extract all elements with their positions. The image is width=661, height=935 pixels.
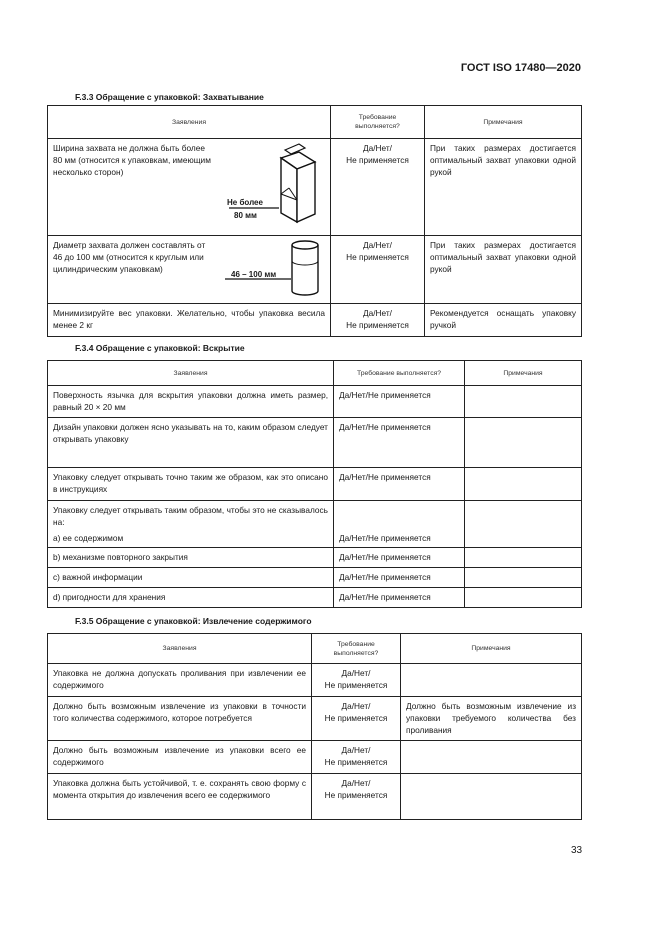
- requirement-cell: [331, 139, 425, 236]
- section-title-f34: F.3.4 Обращение с упаковкой: Вскрытие: [75, 343, 245, 353]
- req-line-2: Не применяется: [324, 680, 388, 690]
- note-cell: [465, 386, 582, 418]
- carton-box-figure: [225, 142, 325, 230]
- table-row: [48, 664, 582, 697]
- requirement-cell: Да/Нет/Не применяется: [334, 468, 465, 501]
- table-header: [48, 634, 582, 664]
- col-requirement-header: [331, 106, 425, 139]
- statement-cell: с) важной информации: [48, 568, 334, 588]
- req-line-1: Да/Нет/: [363, 240, 392, 250]
- col-req-line-2: выполняется?: [355, 123, 400, 130]
- req-line-2: Не применяется: [346, 155, 409, 165]
- note-cell: [401, 774, 582, 820]
- statement-text: Диаметр захвата должен составлять от 46 до 100 мм (относится к круглым или цилиндрическим упаковкам): [53, 240, 206, 274]
- statement-cell: Должно быть возможным извлечение из упаковки всего ее содержимого: [48, 741, 312, 774]
- table-row: [48, 697, 582, 741]
- req-line-2: Не применяется: [324, 713, 388, 723]
- table-header: [48, 106, 582, 139]
- note-cell: [465, 501, 582, 548]
- table-row: [48, 501, 582, 548]
- table-row: [48, 386, 582, 418]
- req-line-1: Да/Нет/: [341, 745, 371, 755]
- col-req-line-1: Требование: [358, 114, 397, 121]
- table-row: [48, 568, 582, 588]
- table-header: [48, 361, 582, 386]
- statement-cell: Минимизируйте вес упаковки. Желательно, чтобы упаковка весила менее 2 кг: [48, 304, 331, 337]
- statement-cell: b) механизме повторного закрытия: [48, 548, 334, 568]
- section-title-f35: F.3.5 Обращение с упаковкой: Извлечение содержимого: [75, 616, 312, 626]
- note-cell: При таких размерах достигается оптимальный захват упаковки одной рукой: [425, 236, 582, 304]
- note-cell: [465, 588, 582, 608]
- table-f33: [47, 105, 582, 337]
- statement-cell: Упаковка должна быть устойчивой, т. е. сохранять свою форму с момента открытия до извлечения всего ее содержимого: [48, 774, 312, 820]
- statement-cell: [48, 139, 331, 236]
- note-cell: [401, 741, 582, 774]
- col-req-line-2: выполняется?: [333, 649, 379, 657]
- width-label-line-1: Не более: [227, 198, 263, 207]
- document-id: ГОСТ ISO 17480—2020: [460, 62, 581, 74]
- req-line-1: Да/Нет/: [363, 308, 392, 318]
- statement-cell: [48, 236, 331, 304]
- col-requirement-header: Требование выполняется?: [334, 361, 465, 386]
- table-row: [48, 741, 582, 774]
- note-cell: [465, 548, 582, 568]
- table-row: [48, 418, 582, 468]
- req-line-1: Да/Нет/: [341, 778, 371, 788]
- requirement-cell: Да/Нет/Не применяется: [334, 386, 465, 418]
- req-line-1: Да/Нет/: [341, 701, 371, 711]
- table-row: [48, 774, 582, 820]
- note-cell: Рекомендуется оснащать упаковку ручкой: [425, 304, 582, 337]
- statement-cell: Дизайн упаковки должен ясно указывать на то, каким образом следует открывать упаковку: [48, 418, 334, 468]
- requirement-cell: [331, 236, 425, 304]
- requirement-cell: Да/Нет/Не применяется: [334, 588, 465, 608]
- width-label-line-2: 80 мм: [234, 211, 257, 220]
- requirement-cell: [312, 697, 401, 741]
- requirement-cell: Да/Нет/Не применяется: [334, 501, 465, 548]
- cylinder-figure: [225, 239, 325, 299]
- requirement-cell: [312, 741, 401, 774]
- note-cell: [465, 418, 582, 468]
- statement-item: а) ее содержимом: [53, 533, 124, 543]
- table-row: [48, 304, 582, 337]
- col-requirement-header: [312, 634, 401, 664]
- requirement-cell: Да/Нет/Не применяется: [334, 548, 465, 568]
- req-line-1: Да/Нет/: [363, 143, 392, 153]
- col-req-line-1: Требование: [337, 640, 375, 648]
- table-row: [48, 588, 582, 608]
- req-line-1: Да/Нет/: [341, 668, 371, 678]
- statement-cell: d) пригодности для хранения: [48, 588, 334, 608]
- table-row: [48, 468, 582, 501]
- statement-text: Ширина захвата не должна быть более 80 мм (относится к упаковкам, имеющим несколько сторон): [53, 143, 211, 177]
- req-line-2: Не применяется: [346, 252, 409, 262]
- col-notes-header: Примечания: [425, 106, 582, 139]
- statement-intro: Упаковку следует открывать таким образом, чтобы это не сказывалось на:: [53, 505, 328, 527]
- note-cell: При таких размерах достигается оптимальный захват упаковки одной рукой: [425, 139, 582, 236]
- table-f35: [47, 633, 582, 820]
- col-statements-header: Заявления: [48, 634, 312, 664]
- req-line-2: Не применяется: [324, 757, 388, 767]
- col-notes-header: Примечания: [401, 634, 582, 664]
- statement-cell: Упаковку следует открывать точно таким же образом, как это описано в инструкциях: [48, 468, 334, 501]
- requirement-cell: Да/Нет/Не применяется: [334, 418, 465, 468]
- table-row: [48, 139, 582, 236]
- statement-cell: [48, 501, 334, 548]
- note-cell: [465, 568, 582, 588]
- statement-cell: Поверхность язычка для вскрытия упаковки должна иметь размер, равный 20 × 20 мм: [48, 386, 334, 418]
- diameter-label: 46 – 100 мм: [231, 270, 277, 279]
- page-number: 33: [571, 845, 583, 856]
- table-f34: [47, 360, 582, 608]
- col-statements-header: Заявления: [48, 361, 334, 386]
- requirement-cell: [312, 664, 401, 697]
- req-line-2: Не применяется: [324, 790, 388, 800]
- col-notes-header: Примечания: [465, 361, 582, 386]
- table-row: [48, 548, 582, 568]
- note-cell: [401, 664, 582, 697]
- note-cell: [465, 468, 582, 501]
- statement-cell: Должно быть возможным извлечение из упаковки в точности того количества содержимого, которое потребуется: [48, 697, 312, 741]
- section-title-f33: F.3.3 Обращение с упаковкой: Захватывание: [75, 92, 264, 102]
- note-cell: Должно быть возможным извлечение из упаковки требуемого количества без проливания: [401, 697, 582, 741]
- statement-cell: Упаковка не должна допускать проливания при извлечении ее содержимого: [48, 664, 312, 697]
- table-row: [48, 236, 582, 304]
- requirement-cell: [312, 774, 401, 820]
- requirement-cell: [331, 304, 425, 337]
- req-line-2: Не применяется: [346, 320, 409, 330]
- col-statements-header: Заявления: [48, 106, 331, 139]
- requirement-cell: Да/Нет/Не применяется: [334, 568, 465, 588]
